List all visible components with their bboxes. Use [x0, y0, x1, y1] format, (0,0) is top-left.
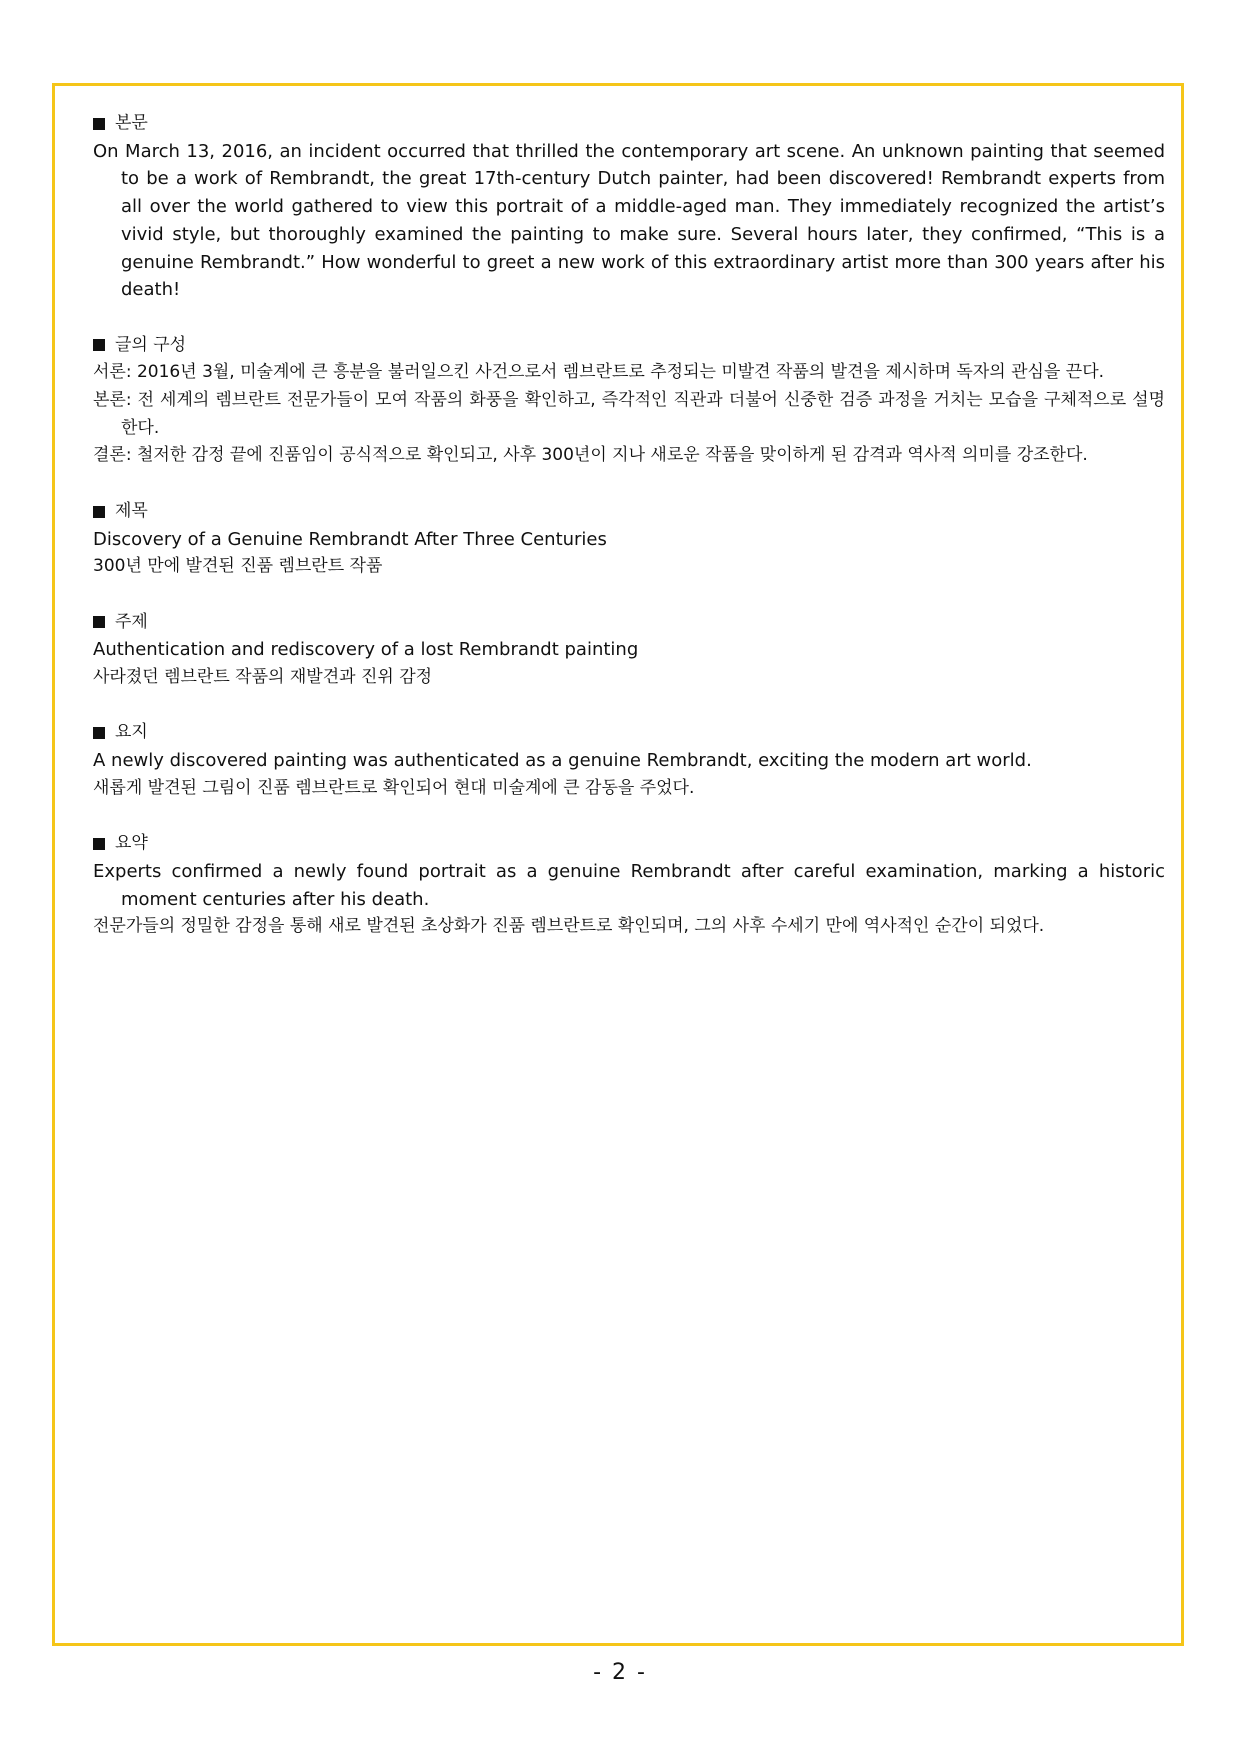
structure-conclusion: 결론: 철저한 감정 끝에 진품임이 공식적으로 확인되고, 사후 300년이 지나 새로운 작품을 맞이하게 된 감격과 역사적 의미를 강조한다. — [93, 445, 1088, 466]
section-gist — [93, 719, 1165, 802]
black-square-icon — [93, 339, 105, 351]
theme-korean: 사라졌던 렘브란트 작품의 재발견과 진위 감정 — [93, 667, 433, 688]
section-theme — [93, 609, 1165, 692]
structure-intro: 서론: 2016년 3월, 미술계에 큰 흥분을 불러일으킨 사건으로서 렘브란트로 추정되는 미발견 작품의 발견을 제시하며 독자의 관심을 끈다. — [93, 362, 1105, 383]
heading-label: 제목 — [115, 500, 148, 521]
summary-english: Experts confirmed a newly found portrait as a genuine Rembrandt after careful examination, marking a historic moment centuries after his death. — [93, 860, 1165, 910]
body-paragraph: On March 13, 2016, an incident occurred that thrilled the contemporary art scene. An unknown painting that seemed to be a work of Rembrandt, the great 17th-century Dutch painter, had been discovered! Rembrandt experts from all over the world gathered to view this portrait of a middle-aged man. They immediately recognized the artist’s vivid style, but thoroughly examined the painting to make sure. Several hours later, they confirmed, “This is a genuine Rembrandt.” How wonderful to greet a new work of this extraordinary artist more than 300 years after his death! — [93, 140, 1165, 301]
heading-label: 본문 — [115, 113, 148, 133]
gist-english: A newly discovered painting was authenticated as a genuine Rembrandt, exciting the modern art world. — [93, 750, 1032, 772]
black-square-icon — [93, 616, 105, 628]
section-title — [93, 498, 1165, 581]
section-heading — [93, 498, 1165, 526]
structure-body: 본론: 전 세계의 렘브란트 전문가들이 모여 작품의 화풍을 확인하고, 즉각적인 직관과 더불어 신중한 검증 과정을 거치는 모습을 구체적으로 설명한다. — [93, 390, 1165, 438]
theme-english: Authentication and rediscovery of a lost Rembrandt painting — [93, 639, 639, 661]
title-english: Discovery of a Genuine Rembrandt After Three Centuries — [93, 528, 607, 550]
black-square-icon — [93, 506, 105, 518]
section-body — [93, 110, 1165, 304]
title-korean: 300년 만에 발견된 진품 렘브란트 작품 — [93, 556, 383, 577]
black-square-icon — [93, 838, 105, 850]
section-summary — [93, 830, 1165, 941]
summary-korean: 전문가들의 정밀한 감정을 통해 새로 발견된 초상화가 진품 렘브란트로 확인되며, 그의 사후 수세기 만에 역사적인 순간이 되었다. — [93, 916, 1045, 937]
section-structure — [93, 332, 1165, 471]
heading-label: 주제 — [115, 611, 148, 632]
heading-label: 요지 — [115, 722, 148, 743]
black-square-icon — [93, 118, 105, 130]
black-square-icon — [93, 727, 105, 739]
section-heading — [93, 332, 1165, 360]
heading-label: 글의 구성 — [115, 334, 187, 355]
section-heading — [93, 609, 1165, 637]
page-number: - 2 - — [593, 1660, 647, 1685]
heading-label: 요약 — [115, 833, 148, 854]
section-heading — [93, 719, 1165, 747]
section-heading — [93, 830, 1165, 858]
gist-korean: 새롭게 발견된 그림이 진품 렘브란트로 확인되어 현대 미술계에 큰 감동을 주었다. — [93, 777, 695, 798]
section-heading — [93, 110, 1165, 138]
document-content — [93, 110, 1165, 969]
